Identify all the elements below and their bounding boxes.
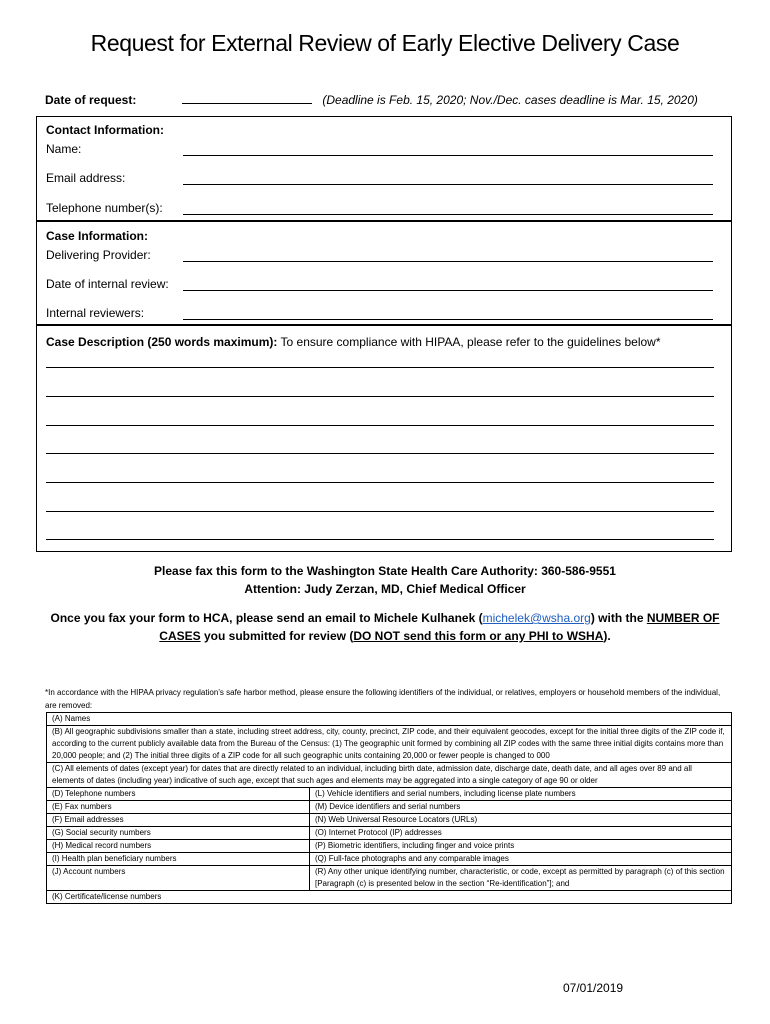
email-instructions: Once you fax your form to HCA, please send an email to Michele Kulhanek (michelek@wsha.org) with the NUMBER OF CASES you submitted for review (DO NOT send this form or any PHI to WSHA). [50,611,720,643]
identifier-l: (L) Vehicle identifiers and serial numbers, including license plate numbers [310,788,732,801]
case-heading: Case Information: [46,229,149,243]
email-field[interactable] [183,184,713,185]
description-line[interactable] [46,453,714,454]
identifier-j: (J) Account numbers [47,866,310,891]
date-of-request-field[interactable] [182,92,312,104]
case-information-section [36,220,732,326]
form-title: Request for External Review of Early Elective Delivery Case [90,30,680,56]
identifier-a: (A) Names [47,713,732,726]
identifier-m: (M) Device identifiers and serial numbers [310,801,732,814]
identifier-e: (E) Fax numbers [47,801,310,814]
internal-review-date-field[interactable] [183,290,713,291]
description-line[interactable] [46,539,714,540]
internal-reviewers-field[interactable] [183,319,713,320]
identifier-f: (F) Email addresses [47,814,310,827]
contact-heading: Contact Information: [46,123,164,137]
description-line[interactable] [46,367,714,368]
description-line[interactable] [46,396,714,397]
identifier-b: (B) All geographic subdivisions smaller than a state, including street address, city, county, precinct, ZIP code, and their equivalent geocodes, except for the initial three digits of the ZIP code if, according to the current publicly available data from the Bureau of the Census: (1) The geographic unit formed by combining all ZIP codes with the same three initial digits contains more than 20,000 people; and (2) The initial three digits of a ZIP code for all such geographic units containing 20,000 or fewer people is changed to 000 [47,726,732,763]
delivering-provider-field[interactable] [183,261,713,262]
identifier-p: (P) Biometric identifiers, including finger and voice prints [310,840,732,853]
contact-information-section [36,116,732,222]
name-field[interactable] [183,155,713,156]
identifier-i: (I) Health plan beneficiary numbers [47,853,310,866]
internal-reviewers-label: Internal reviewers: [46,306,145,320]
hipaa-identifiers-table [46,712,732,904]
identifier-o: (O) Internet Protocol (IP) addresses [310,827,732,840]
deadline-note: (Deadline is Feb. 15, 2020; Nov./Dec. cases deadline is Mar. 15, 2020) [322,93,698,107]
description-line[interactable] [46,482,714,483]
description-line[interactable] [46,425,714,426]
description-line[interactable] [46,511,714,512]
date-of-request-label: Date of request: [45,93,137,107]
attention-line: Attention: Judy Zerzan, MD, Chief Medical Officer [244,582,526,596]
email-link[interactable]: michelek@wsha.org [482,611,591,625]
email-label: Email address: [46,171,126,185]
identifier-d: (D) Telephone numbers [47,788,310,801]
identifier-n: (N) Web Universal Resource Locators (URLs) [310,814,732,827]
delivering-provider-label: Delivering Provider: [46,248,151,262]
case-description-section [36,324,732,552]
identifier-r: (R) Any other unique identifying number, characteristic, or code, except as permitted by paragraph (c) of this section [Paragraph (c) is presented below in the section “Re-identification”]; and [310,866,732,891]
identifier-q: (Q) Full-face photographs and any comparable images [310,853,732,866]
date-of-request-row [45,92,725,107]
internal-review-date-label: Date of internal review: [46,277,169,291]
name-label: Name: [46,142,82,156]
footer-date: 07/01/2019 [563,981,624,995]
telephone-label: Telephone number(s): [46,201,163,215]
telephone-field[interactable] [183,214,713,215]
identifier-c: (C) All elements of dates (except year) for dates that are directly related to an individual, including birth date, admission date, discharge date, death date, and all ages over 89 and all elements of dates (including year) indicative of such age, except that such ages and elements may be aggregated into a single category of age 90 or older [47,763,732,788]
identifier-g: (G) Social security numbers [47,827,310,840]
identifier-k: (K) Certificate/license numbers [47,891,732,904]
case-description-heading: Case Description (250 words maximum): To ensure compliance with HIPAA, please refer to the guidelines below* [46,335,661,349]
identifier-h: (H) Medical record numbers [47,840,310,853]
hipaa-footnote: *In accordance with the HIPAA privacy regulation’s safe harbor method, please ensure the following identifiers of the individual, or relatives, employers or household members of the individual, are removed: [45,688,721,710]
fax-instruction: Please fax this form to the Washington State Health Care Authority: 360-586-9551 [154,564,616,578]
